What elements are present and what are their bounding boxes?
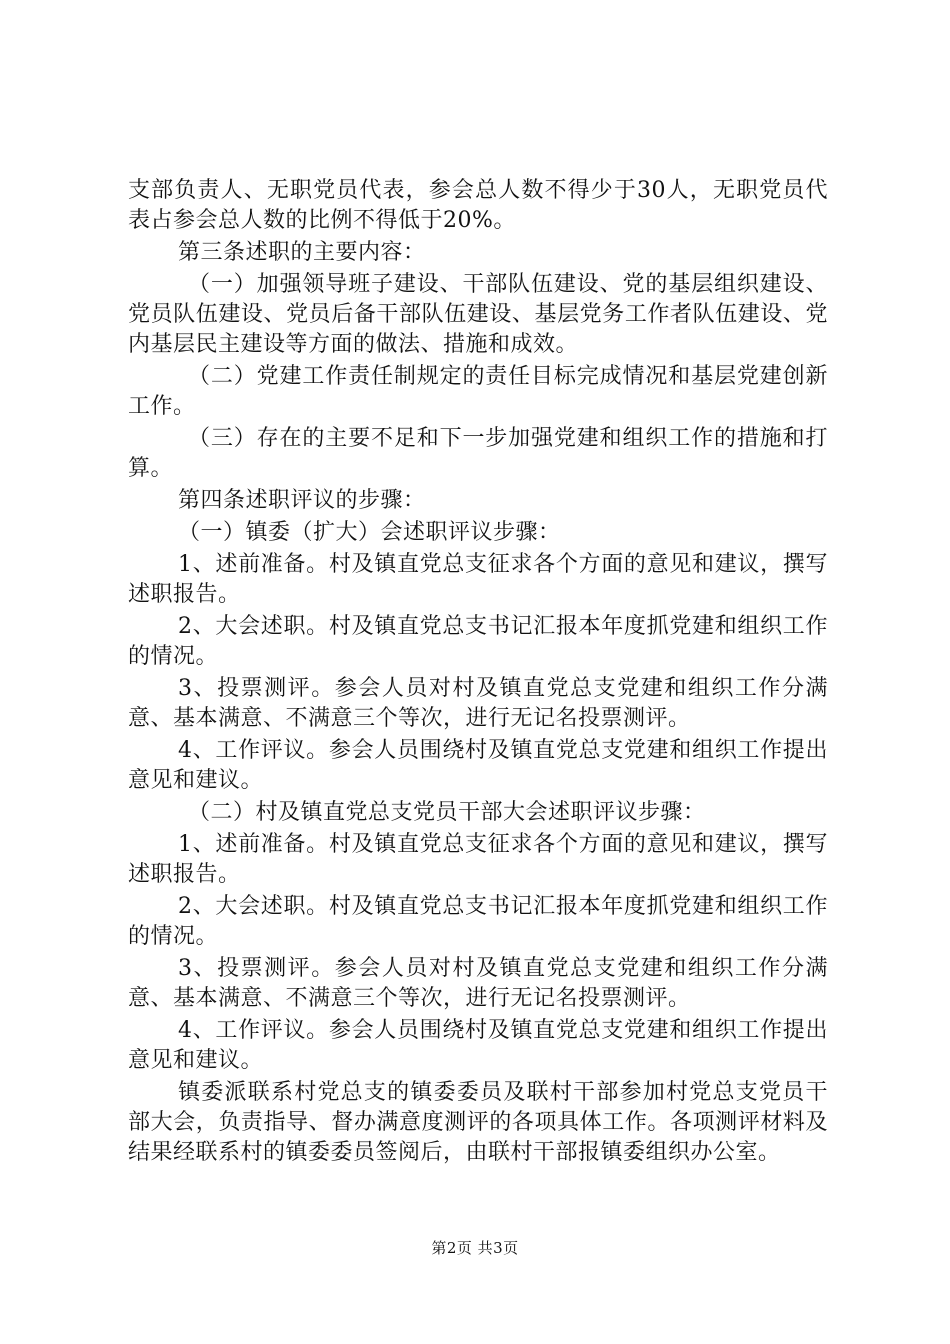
article-four-heading: 第四条述职评议的步骤： xyxy=(178,488,426,513)
section-one-step-2: 2、大会述职。村及镇直党总支书记汇报本年度抓党建和组织工作的情况。 xyxy=(128,614,828,669)
section-one-step-1: 1、述前准备。村及镇直党总支征求各个方面的意见和建议，撰写述职报告。 xyxy=(128,552,828,607)
paragraph-continuation: 支部负责人、无职党员代表，参会总人数不得少于30人，无职党员代表占参会总人数的比例不得低于20%。 xyxy=(128,178,828,233)
document-body xyxy=(128,176,828,1170)
content-item-three: （三）存在的主要不足和下一步加强党建和组织工作的措施和打算。 xyxy=(128,426,828,481)
closing-paragraph: 镇委派联系村党总支的镇委委员及联村干部参加村党总支党员干部大会，负责指导、督办满意度测评的各项具体工作。各项测评材料及结果经联系村的镇委委员签阅后，由联村干部报镇委组织办公室。 xyxy=(128,1080,828,1165)
section-one-step-4: 4、工作评议。参会人员围绕村及镇直党总支党建和组织工作提出意见和建议。 xyxy=(128,738,828,793)
article-three-heading: 第三条述职的主要内容： xyxy=(178,240,426,265)
section-two-step-4: 4、工作评议。参会人员围绕村及镇直党总支党建和组织工作提出意见和建议。 xyxy=(128,1018,828,1073)
section-one-heading: （一）镇委（扩大）会述职评议步骤： xyxy=(178,520,561,545)
section-two-step-2: 2、大会述职。村及镇直党总支书记汇报本年度抓党建和组织工作的情况。 xyxy=(128,894,828,949)
page-footer: 第2页 共3页 xyxy=(431,1239,519,1257)
section-two-step-1: 1、述前准备。村及镇直党总支征求各个方面的意见和建议，撰写述职报告。 xyxy=(128,832,828,887)
section-one-step-3: 3、投票测评。参会人员对村及镇直党总支党建和组织工作分满意、基本满意、不满意三个等次，进行无记名投票测评。 xyxy=(128,676,828,731)
section-two-heading: （二）村及镇直党总支党员干部大会述职评议步骤： xyxy=(188,800,706,825)
section-two-step-3: 3、投票测评。参会人员对村及镇直党总支党建和组织工作分满意、基本满意、不满意三个等次，进行无记名投票测评。 xyxy=(128,956,828,1011)
content-item-one: （一）加强领导班子建设、干部队伍建设、党的基层组织建设、党员队伍建设、党员后备干部队伍建设、基层党务工作者队伍建设、党内基层民主建设等方面的做法、措施和成效。 xyxy=(128,272,828,357)
content-item-two: （二）党建工作责任制规定的责任目标完成情况和基层党建创新工作。 xyxy=(128,364,828,419)
